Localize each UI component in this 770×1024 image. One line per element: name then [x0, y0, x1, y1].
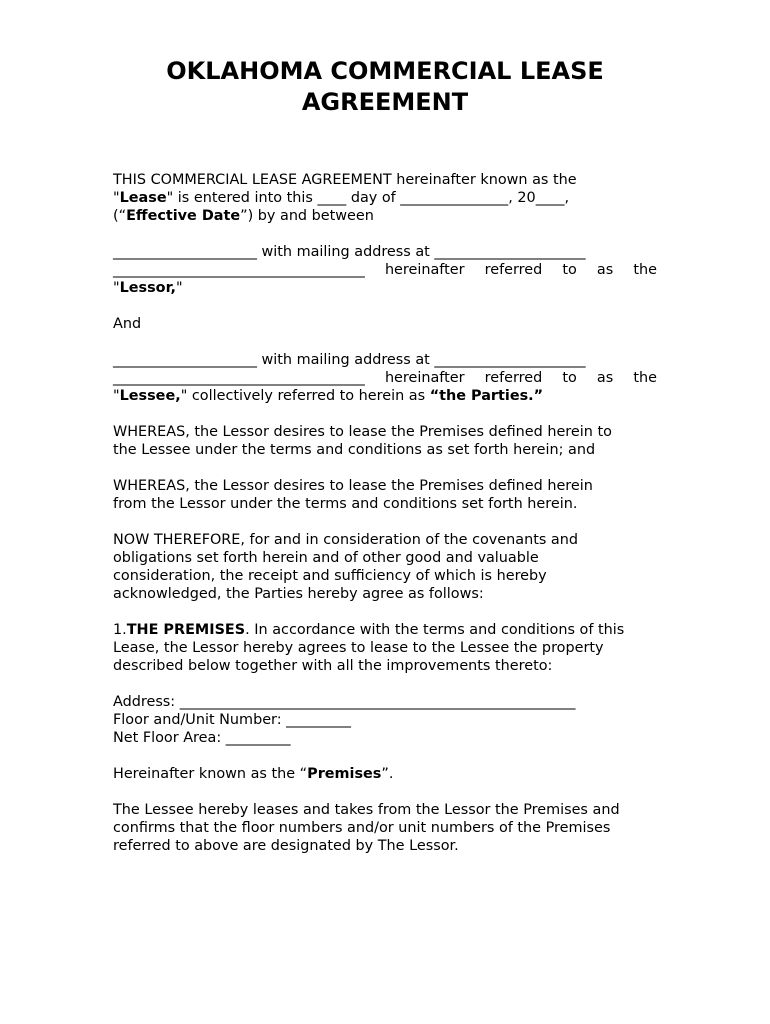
and-text: And: [113, 316, 142, 332]
document-page: [113, 56, 657, 855]
lessee-term: Lessee,: [119, 388, 181, 404]
title-line-2: AGREEMENT: [301, 88, 469, 116]
quote-open: (“: [113, 208, 127, 224]
floor-blank[interactable]: _________: [286, 712, 351, 728]
lessor-line-1: [113, 243, 657, 261]
intro-line-2: [113, 189, 657, 207]
lessor-term: Lessor,: [119, 280, 177, 296]
intro-line-3-text: ”) by and between: [240, 208, 374, 224]
premises-known-as: [113, 765, 657, 783]
intro-line-3: [113, 207, 657, 225]
area-field: [113, 729, 657, 747]
known-close: ”.: [381, 766, 394, 782]
whereas-1-line-2: the Lessee under the terms and conditions as set forth herein; and: [113, 442, 596, 458]
word: hereinafter: [384, 262, 465, 278]
area-label: Net Floor Area:: [113, 730, 226, 746]
premises-term: Premises: [307, 766, 382, 782]
floor-field: [113, 711, 657, 729]
word: the: [633, 370, 657, 386]
premises-line-1-text: . In accordance with the terms and conditions of this: [245, 622, 625, 638]
section-number: 1.: [113, 622, 127, 638]
whereas-1-line-1: WHEREAS, the Lessor desires to lease the Premises defined herein to: [113, 424, 612, 440]
known-text: Hereinafter known as the “: [113, 766, 308, 782]
lessor-name-blank[interactable]: ____________________: [113, 244, 257, 260]
intro-line-2-text: " is entered into this ____ day of _______________, 20____,: [166, 190, 570, 206]
lessee-name-blank[interactable]: ____________________: [113, 352, 257, 368]
address-label: Address:: [113, 694, 180, 710]
lease-term: Lease: [119, 190, 167, 206]
now-line-2: obligations set forth herein and of other good and valuable: [113, 550, 539, 566]
whereas-paragraph-1: [113, 423, 657, 459]
word: the: [633, 262, 657, 278]
premises-line-3: described below together with all the improvements thereto:: [113, 658, 553, 674]
word: as: [596, 262, 614, 278]
lessor-address-blank-2[interactable]: ___________________________________: [113, 262, 365, 278]
now-therefore-paragraph: [113, 531, 657, 603]
quote: ": [113, 190, 120, 206]
premises-line-1: [113, 621, 657, 639]
lessor-line-1-text: with mailing address at: [256, 244, 435, 260]
title-line-1: OKLAHOMA COMMERCIAL LEASE: [166, 57, 604, 85]
intro-paragraph: [113, 171, 657, 225]
lessor-address-blank[interactable]: _____________________: [434, 244, 586, 260]
quote: ": [176, 280, 183, 296]
lessee-line-1-text: with mailing address at: [256, 352, 435, 368]
premises-section: [113, 621, 657, 675]
intro-line-1: THIS COMMERCIAL LEASE AGREEMENT hereinafter known as the: [113, 172, 577, 188]
document-title: [113, 56, 657, 118]
word: referred: [484, 262, 543, 278]
confirm-paragraph: [113, 801, 657, 855]
quote: ": [113, 280, 120, 296]
whereas-2-line-1: WHEREAS, the Lessor desires to lease the Premises defined herein: [113, 478, 593, 494]
now-line-3: consideration, the receipt and sufficiency of which is hereby: [113, 568, 547, 584]
lessor-block: [113, 243, 657, 297]
confirm-line-2: confirms that the floor numbers and/or unit numbers of the Premises: [113, 820, 611, 836]
whereas-2-line-2: from the Lessor under the terms and conditions set forth herein.: [113, 496, 578, 512]
word: as: [596, 370, 614, 386]
word: hereinafter: [384, 370, 465, 386]
confirm-line-1: The Lessee hereby leases and takes from the Lessor the Premises and: [113, 802, 620, 818]
lessee-line-3-text: " collectively referred to herein as: [180, 388, 430, 404]
premises-line-2: Lease, the Lessor hereby agrees to lease to the Lessee the property: [113, 640, 604, 656]
lessee-line-2: [113, 369, 657, 387]
lessee-address-blank[interactable]: _____________________: [434, 352, 586, 368]
now-line-1: NOW THEREFORE, for and in consideration of the covenants and: [113, 532, 579, 548]
address-blank[interactable]: _______________________________________________________: [179, 694, 576, 710]
quote: ": [113, 388, 120, 404]
now-line-4: acknowledged, the Parties hereby agree as follows:: [113, 586, 484, 602]
lessor-line-2: [113, 261, 657, 279]
whereas-paragraph-2: [113, 477, 657, 513]
word: to: [562, 370, 577, 386]
lessee-block: [113, 351, 657, 405]
property-fields: [113, 693, 657, 747]
lessee-line-1: [113, 351, 657, 369]
area-blank[interactable]: _________: [225, 730, 291, 746]
floor-label: Floor and/Unit Number:: [113, 712, 287, 728]
word: to: [562, 262, 577, 278]
address-field: [113, 693, 657, 711]
lessor-line-3: [113, 279, 657, 297]
lessee-line-3: [113, 387, 657, 405]
confirm-line-3: referred to above are designated by The Lessor.: [113, 838, 459, 854]
section-heading: THE PREMISES: [126, 622, 246, 638]
parties-term: “the Parties.”: [429, 388, 544, 404]
effective-date-term: Effective Date: [126, 208, 241, 224]
word: referred: [484, 370, 543, 386]
lessee-address-blank-2[interactable]: ___________________________________: [113, 370, 365, 386]
